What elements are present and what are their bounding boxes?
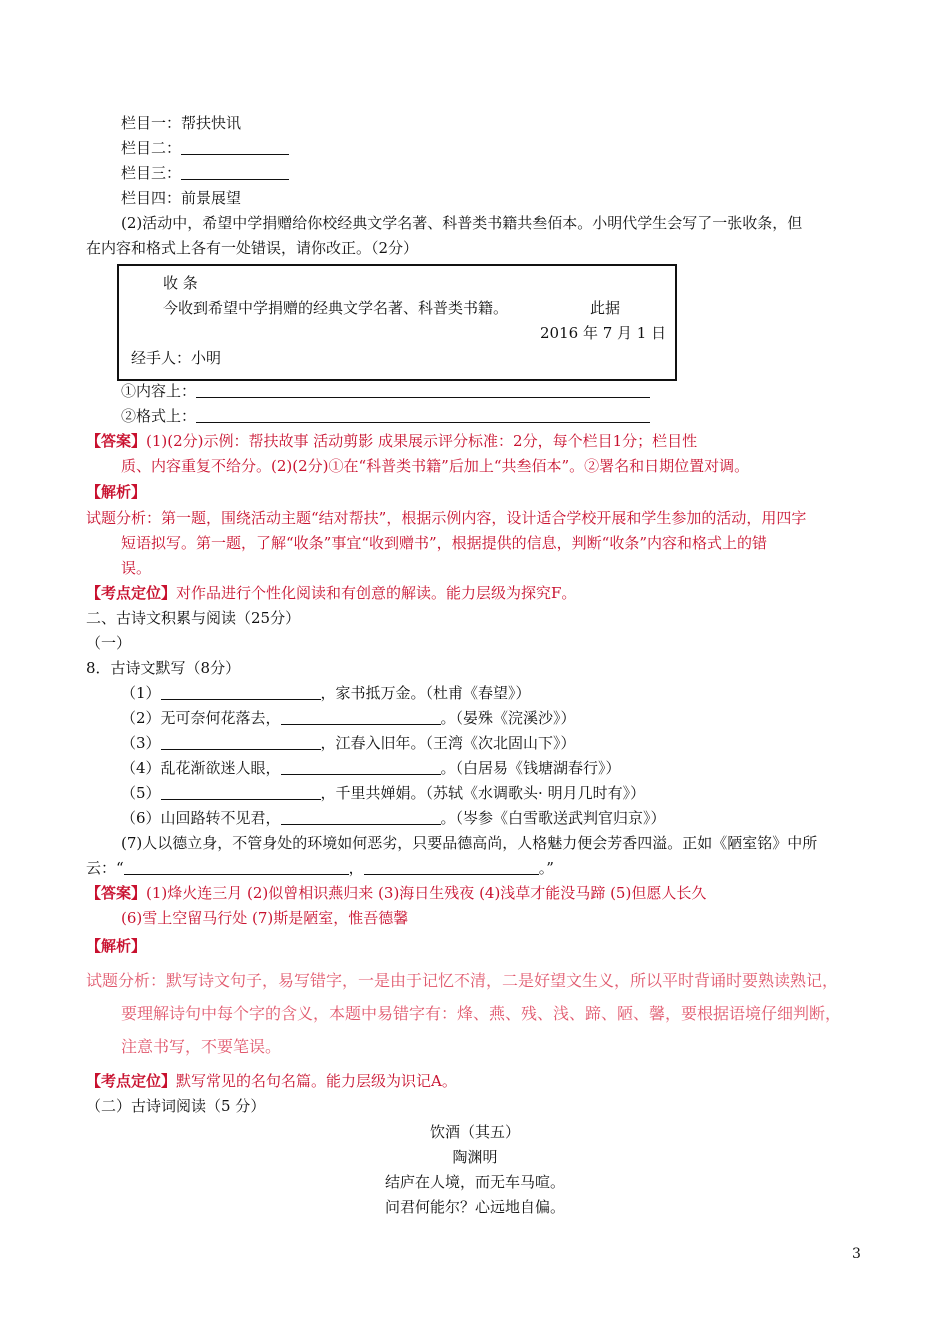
answer-2-line-2: (6)雪上空留马行处 (7)斯是陋室，惟吾德馨 <box>121 909 409 927</box>
fix-format-label: ②格式上： <box>121 407 197 425</box>
fix-format <box>121 405 650 427</box>
dictation-suffix: ，千里共婵娟。（苏轼《水调歌头· 明月几时有》） <box>320 784 646 802</box>
column-1: 栏目一：帮扶快讯 <box>121 114 242 132</box>
dictation-suffix: 。（晏殊《浣溪沙》） <box>440 709 576 727</box>
poem-title: 饮酒（其五） <box>429 1123 520 1141</box>
dictation-item <box>121 807 666 829</box>
column-2-label: 栏目二： <box>121 139 182 157</box>
q7-line-2 <box>86 857 554 879</box>
column-2 <box>121 137 289 159</box>
dictation-blank[interactable] <box>281 808 441 825</box>
analysis-1-line-1: 试题分析：第一题，围绕活动主题“结对帮扶”，根据示例内容，设计适合学校开展和学生参加的活动，用四字 <box>86 509 807 527</box>
answer-2-line-1 <box>86 882 706 904</box>
dictation-item <box>121 732 576 754</box>
kaodian-1-tag: 【考点定位】 <box>86 584 177 602</box>
dictation-prefix: （2）无可奈何花落去， <box>121 709 281 727</box>
column-3-label: 栏目三： <box>121 164 182 182</box>
dictation-item <box>121 782 645 804</box>
receipt-title: 收 条 <box>163 274 198 292</box>
section-2b-title: （二）古诗词阅读（5 分） <box>86 1097 266 1115</box>
analysis-2-line-3: 注意书写，不要笔误。 <box>121 1037 282 1056</box>
dictation-prefix: （6）山回路转不见君， <box>121 809 281 827</box>
dictation-suffix: ，家书抵万金。（杜甫《春望》） <box>320 684 531 702</box>
dictation-blank[interactable] <box>161 733 321 750</box>
q2-line-2: 在内容和格式上各有一处错误，请你改正。（2分） <box>86 239 419 257</box>
analysis-1-tag: 【解析】 <box>86 483 147 501</box>
dictation-blank[interactable] <box>281 708 441 725</box>
kaodian-1 <box>86 582 576 604</box>
answer-1-tag: 【答案】 <box>86 432 147 450</box>
dictation-prefix: （4）乱花渐欲迷人眼， <box>121 759 281 777</box>
poem-line-1: 结庐在人境，而无车马喧。 <box>384 1173 565 1191</box>
q7-line-1: (7)人以德立身，不管身处的环境如何恶劣，只要品德高尚，人格魅力便会芳香四溢。正如《陋室铭》中所 <box>121 834 818 852</box>
analysis-1-line-3: 误。 <box>121 559 152 577</box>
q7-comma: ， <box>348 859 364 877</box>
dictation-blank[interactable] <box>161 683 321 700</box>
dictation-item <box>121 707 576 729</box>
fix-content <box>121 380 650 402</box>
q2-line-1: (2)活动中，希望中学捐赠给你校经典文学名著、科普类书籍共叁佰本。小明代学生会写了一张收条，但 <box>121 214 803 232</box>
analysis-2-line-1: 试题分析：默写诗文句子，易写错字，一是由于记忆不清，二是好望文生义，所以平时背诵时要熟读熟记， <box>86 971 839 990</box>
column-4: 栏目四：前景展望 <box>121 189 242 207</box>
fix-content-blank[interactable] <box>196 381 650 398</box>
dictation-item <box>121 757 621 779</box>
answer-1-line-2: 质、内容重复不给分。(2)(2分)①在“科普类书籍”后加上“共叁佰本”。②署名和日期位置对调。 <box>121 457 750 475</box>
kaodian-2 <box>86 1070 457 1092</box>
receipt-date: 2016 年 7 月 1 日 <box>540 324 667 342</box>
dictation-prefix: （3） <box>121 734 161 752</box>
q7-prefix: 云：“ <box>86 859 124 877</box>
column-3 <box>121 162 289 184</box>
section-2-sub-1: （一） <box>86 634 132 652</box>
fix-content-label: ①内容上： <box>121 382 197 400</box>
kaodian-2-tag: 【考点定位】 <box>86 1072 177 1090</box>
poem-line-2: 问君何能尔？心远地自偏。 <box>384 1198 565 1216</box>
analysis-1-line-2: 短语拟写。第一题，了解“收条”事宜“收到赠书”，根据提供的信息，判断“收条”内容和格式上的错 <box>121 534 768 552</box>
page-number: 3 <box>852 1246 861 1262</box>
kaodian-2-text: 默写常见的名句名篇。能力层级为识记A。 <box>176 1072 457 1090</box>
dictation-suffix: 。（岑参《白雪歌送武判官归京》） <box>440 809 666 827</box>
answer-1-line-1 <box>86 430 697 452</box>
dictation-prefix: （5） <box>121 784 161 802</box>
dictation-suffix: ，江春入旧年。（王湾《次北固山下》） <box>320 734 576 752</box>
poem-author: 陶渊明 <box>452 1148 498 1166</box>
receipt-ending: 此据 <box>590 299 621 317</box>
q7-blank-2[interactable] <box>364 858 539 875</box>
question-8: 8．古诗文默写（8分） <box>86 659 241 677</box>
q7-suffix: 。” <box>538 859 554 877</box>
q7-blank-1[interactable] <box>124 858 349 875</box>
dictation-suffix: 。（白居易《钱塘湖春行》） <box>440 759 621 777</box>
fix-format-blank[interactable] <box>196 406 650 423</box>
column-2-blank[interactable] <box>181 138 289 155</box>
analysis-2-line-2: 要理解诗句中每个字的含义，本题中易错字有：烽、燕、残、浅、蹄、陋、馨，要根据语境仔细判断， <box>121 1004 842 1023</box>
analysis-2-tag: 【解析】 <box>86 937 147 955</box>
receipt-body: 今收到希望中学捐赠的经典文学名著、科普类书籍。 <box>163 299 509 317</box>
kaodian-1-text: 对作品进行个性化阅读和有创意的解读。能力层级为探究F。 <box>176 584 577 602</box>
section-2-title: 二、古诗文积累与阅读（25分） <box>86 609 301 627</box>
receipt-handler: 经手人：小明 <box>131 349 222 367</box>
dictation-blank[interactable] <box>161 783 321 800</box>
answer-2-tag: 【答案】 <box>86 884 147 902</box>
answer-1-text-1: (1)(2分)示例：帮扶故事 活动剪影 成果展示评分标准：2分，每个栏目1分；栏目性 <box>146 432 698 450</box>
dictation-item <box>121 682 531 704</box>
dictation-prefix: （1） <box>121 684 161 702</box>
column-3-blank[interactable] <box>181 163 289 180</box>
answer-2-text-1: (1)烽火连三月 (2)似曾相识燕归来 (3)海日生残夜 (4)浅草才能没马蹄 (5)但愿人长久 <box>146 884 707 902</box>
dictation-blank[interactable] <box>281 758 441 775</box>
